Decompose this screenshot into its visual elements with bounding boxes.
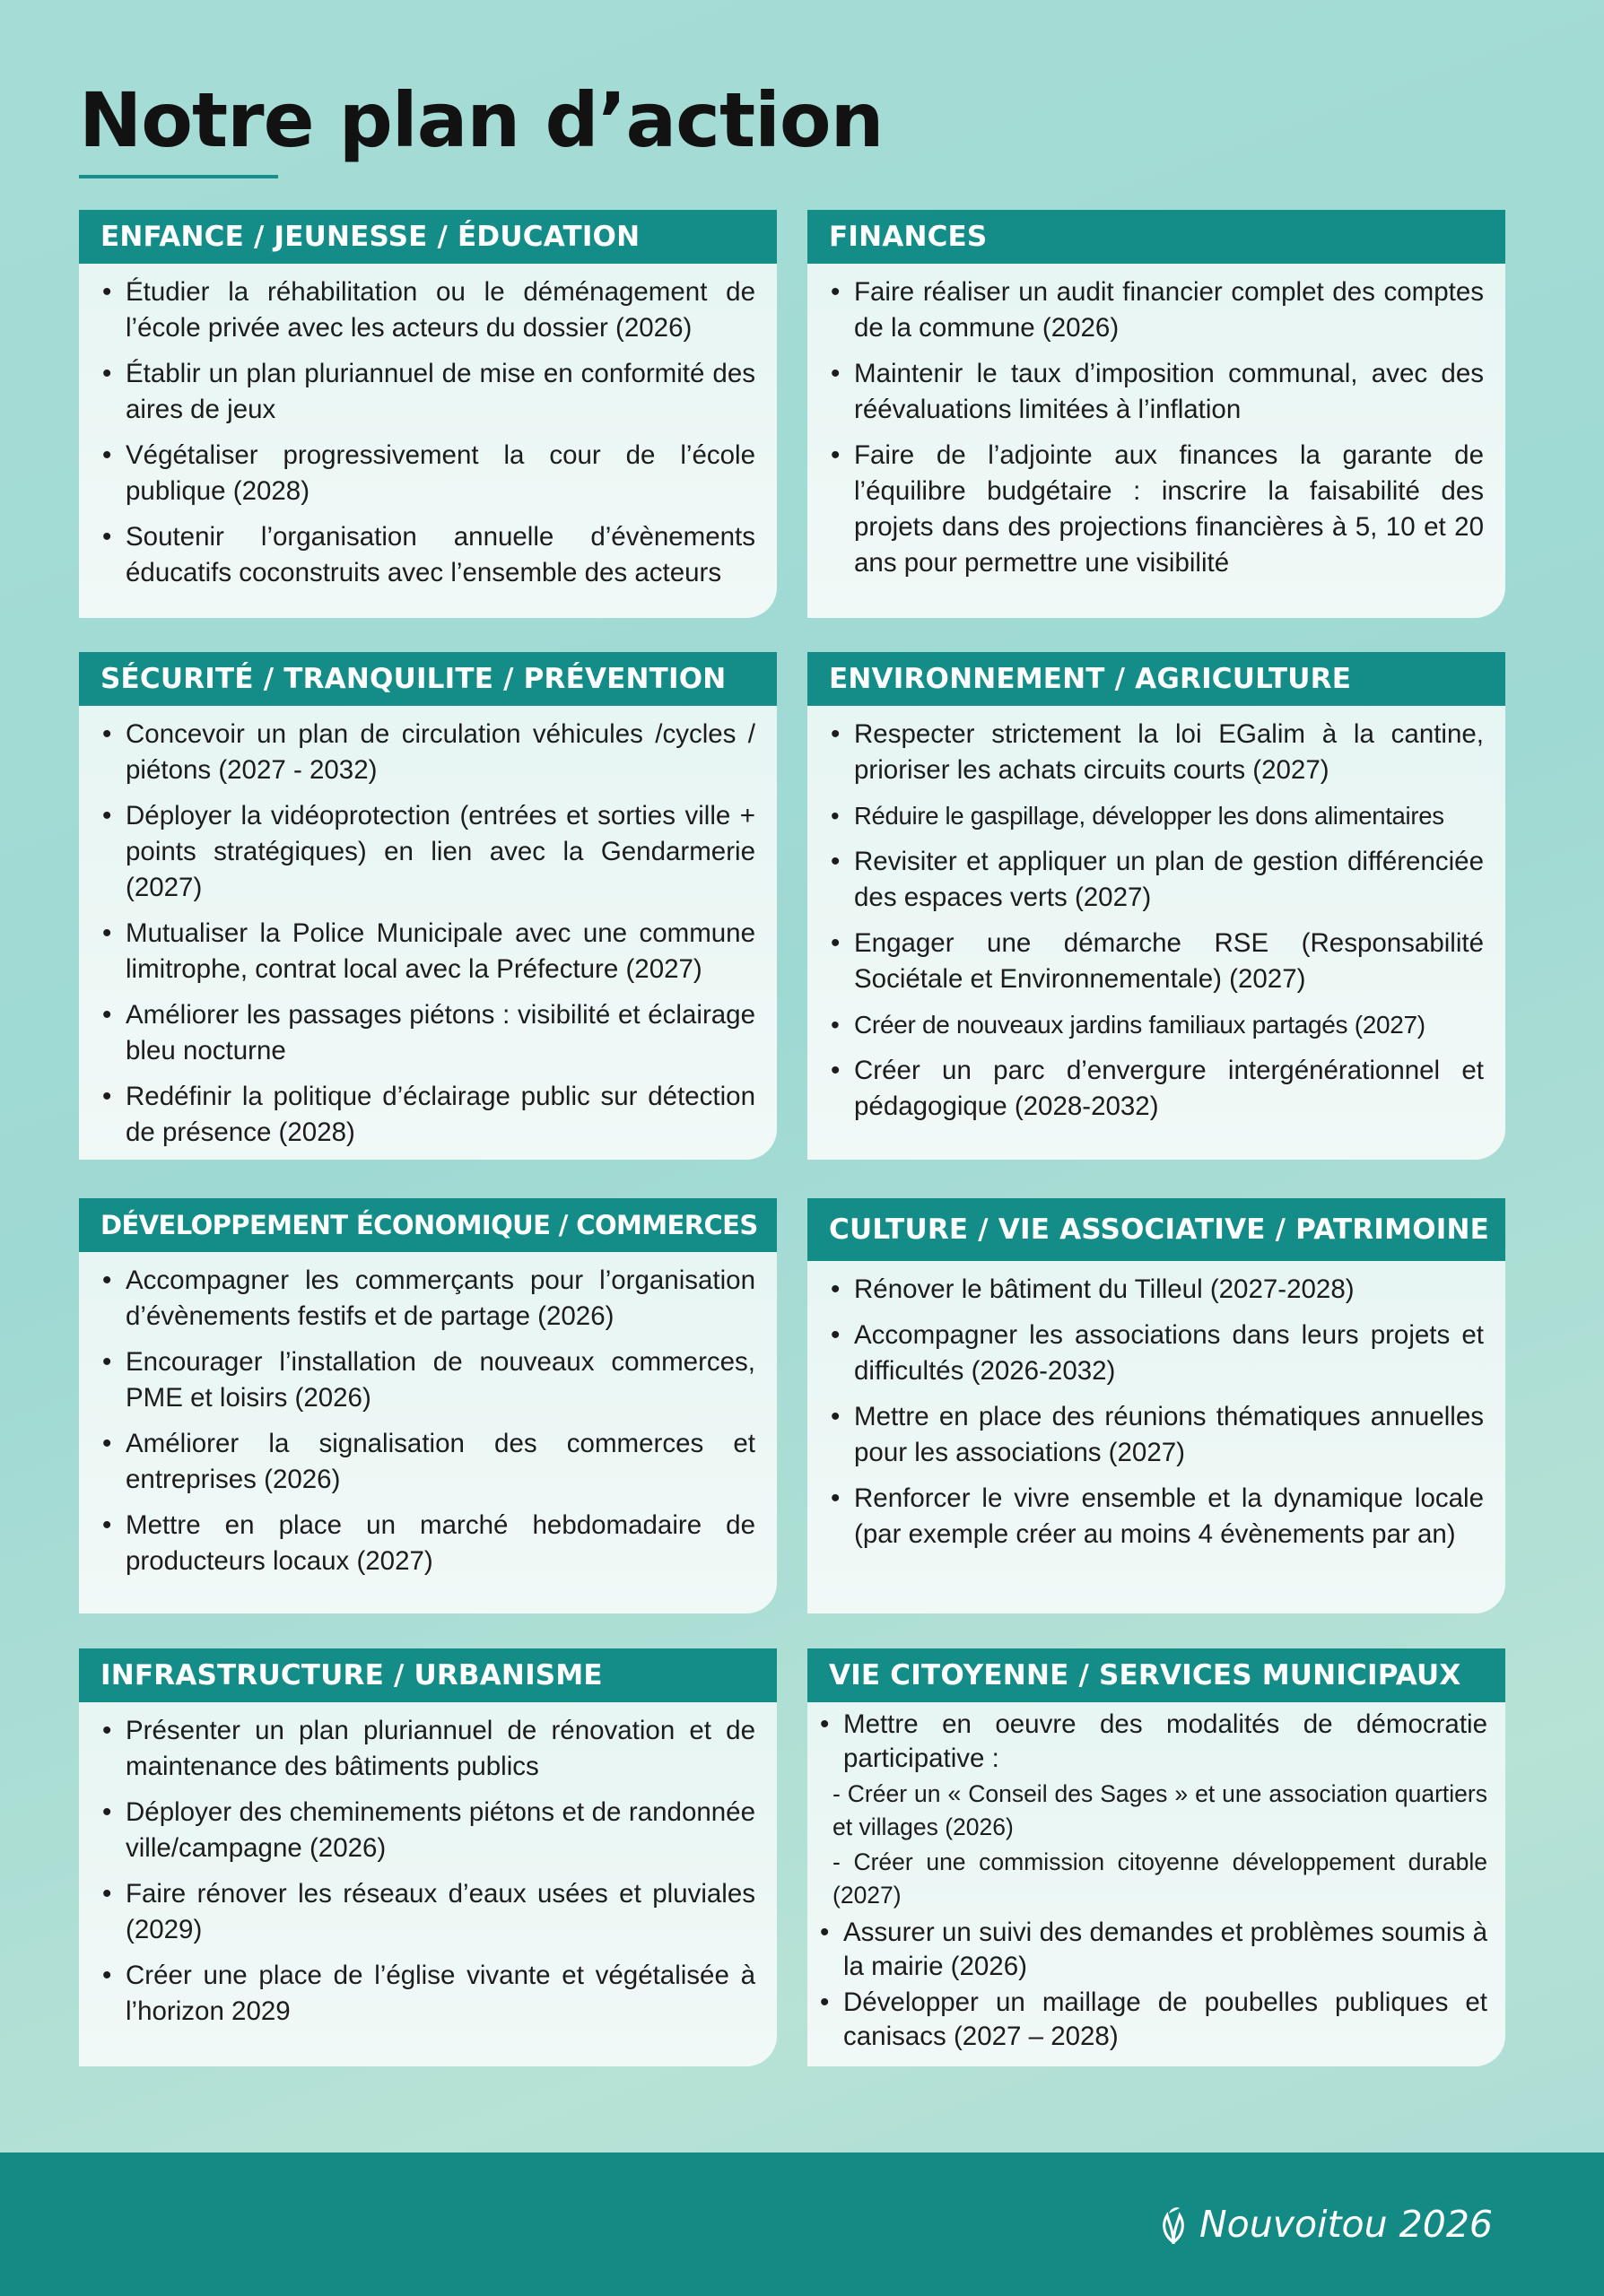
list-item: • Assurer un suivi des demandes et problèmes soumis à la mairie (2026): [818, 1916, 1487, 1984]
list-item: • Améliorer les passages piétons : visibilité et éclairage bleu nocturne: [100, 997, 755, 1069]
list-item: • Mettre en place des réunions thématiques annuelles pour les associations (2027): [829, 1399, 1484, 1471]
list-item: • Mettre en place un marché hebdomadaire de producteurs locaux (2027): [100, 1508, 755, 1579]
card-body: [79, 264, 777, 591]
card-finances: [807, 210, 1505, 618]
card-title: DÉVELOPPEMENT ÉCONOMIQUE / COMMERCES: [79, 1198, 777, 1252]
list-item: • Réduire le gaspillage, développer les dons alimentaires: [829, 798, 1484, 834]
footer-band: [0, 2152, 1604, 2296]
list-item: • Améliorer la signalisation des commerces et entreprises (2026): [100, 1426, 755, 1498]
list-item: • Encourager l’installation de nouveaux commerces, PME et loisirs (2026): [100, 1344, 755, 1416]
list-item: • Rénover le bâtiment du Tilleul (2027-2028): [829, 1272, 1484, 1308]
list-item: • Mutualiser la Police Municipale avec une commune limitrophe, contrat local avec la Préfecture (2027): [100, 916, 755, 987]
card-environnement: [807, 652, 1505, 1160]
list-item: • Végétaliser progressivement la cour de l’école publique (2028): [100, 438, 755, 509]
list-item: • Respecter strictement la loi EGalim à la cantine, prioriser les achats circuits courts (2027): [829, 717, 1484, 788]
card-securite: [79, 652, 777, 1160]
card-title: SÉCURITÉ / TRANQUILITE / PRÉVENTION: [79, 652, 777, 706]
list-item: • Établir un plan pluriannuel de mise en conformité des aires de jeux: [100, 356, 755, 428]
sub-list-item: - Créer une commission citoyenne développement durable (2027): [833, 1848, 1487, 1909]
list-item: • Créer un parc d’envergure intergénérationnel et pédagogique (2028-2032): [829, 1053, 1484, 1125]
list-item: • Étudier la réhabilitation ou le déménagement de l’école privée avec les acteurs du dossier (2026): [100, 274, 755, 346]
list-item: • Concevoir un plan de circulation véhicules /cycles / piétons (2027 - 2032): [100, 717, 755, 788]
card-infrastructure: [79, 1648, 777, 2066]
card-title: ENVIRONNEMENT / AGRICULTURE: [807, 652, 1505, 706]
card-vie-citoyenne: [807, 1648, 1505, 2066]
card-body: [807, 264, 1505, 581]
list-item: • Faire rénover les réseaux d’eaux usées et pluviales (2029): [100, 1876, 755, 1948]
list-item: • Redéfinir la politique d’éclairage public sur détection de présence (2028): [100, 1079, 755, 1151]
card-developpement: [79, 1198, 777, 1613]
card-body: [79, 1702, 777, 2030]
list-item: • Maintenir le taux d’imposition communal, avec des réévaluations limitées à l’inflation: [829, 356, 1484, 428]
card-enfance: [79, 210, 777, 618]
list-item: • Déployer la vidéoprotection (entrées et sorties ville + points stratégiques) en lien avec la Gendarmerie (2027): [100, 798, 755, 906]
list-item: • Créer de nouveaux jardins familiaux partagés (2027): [829, 1007, 1484, 1043]
list-item: • Renforcer le vivre ensemble et la dynamique locale (par exemple créer au moins 4 évènements par an): [829, 1481, 1484, 1552]
card-title: FINANCES: [807, 210, 1505, 264]
card-title: VIE CITOYENNE / SERVICES MUNICIPAUX: [807, 1648, 1505, 1702]
list-item: • Engager une démarche RSE (Responsabilité Sociétale et Environnementale) (2027): [829, 926, 1484, 997]
card-body: [807, 706, 1505, 1125]
title-underline: [79, 175, 278, 178]
list-item: • Soutenir l’organisation annuelle d’évènements éducatifs coconstruits avec l’ensemble des acteurs: [100, 519, 755, 591]
page-title: Notre plan d’action: [79, 76, 884, 164]
list-item: • Faire de l’adjointe aux finances la garante de l’équilibre budgétaire : inscrire la faisabilité des projets dans des projections financières à 5, 10 et 20 ans pour permettre une visibilité: [829, 438, 1484, 581]
brand-logo: [1156, 2203, 1493, 2246]
leaf-logo-icon: [1156, 2205, 1190, 2244]
card-culture: [807, 1198, 1505, 1613]
brand-name: Nouvoitou 2026: [1199, 2203, 1493, 2246]
card-title: INFRASTRUCTURE / URBANISME: [79, 1648, 777, 1702]
list-item: • Accompagner les associations dans leurs projets et difficultés (2026-2032): [829, 1318, 1484, 1389]
card-title: ENFANCE / JEUNESSE / ÉDUCATION: [79, 210, 777, 264]
list-item: • Accompagner les commerçants pour l’organisation d’évènements festifs et de partage (2026): [100, 1263, 755, 1335]
card-body: [79, 1252, 777, 1579]
list-item: • Faire réaliser un audit financier complet des comptes de la commune (2026): [829, 274, 1484, 346]
card-body: [807, 1261, 1505, 1552]
list-item: • Mettre en oeuvre des modalités de démocratie participative :: [818, 1708, 1487, 1776]
list-item: • Revisiter et appliquer un plan de gestion différenciée des espaces verts (2027): [829, 844, 1484, 916]
list-item: • Développer un maillage de poubelles publiques et canisacs (2027 – 2028): [818, 1986, 1487, 2054]
sub-list-item: - Créer un « Conseil des Sages » et une association quartiers et villages (2026): [833, 1780, 1487, 1840]
card-body: [807, 1702, 1505, 2054]
list-item: • Créer une place de l’église vivante et végétalisée à l’horizon 2029: [100, 1958, 755, 2030]
card-body: [79, 706, 777, 1151]
list-item: • Présenter un plan pluriannuel de rénovation et de maintenance des bâtiments publics: [100, 1713, 755, 1785]
list-item: • Déployer des cheminements piétons et de randonnée ville/campagne (2026): [100, 1795, 755, 1866]
card-title: CULTURE / VIE ASSOCIATIVE / PATRIMOINE: [807, 1198, 1505, 1261]
